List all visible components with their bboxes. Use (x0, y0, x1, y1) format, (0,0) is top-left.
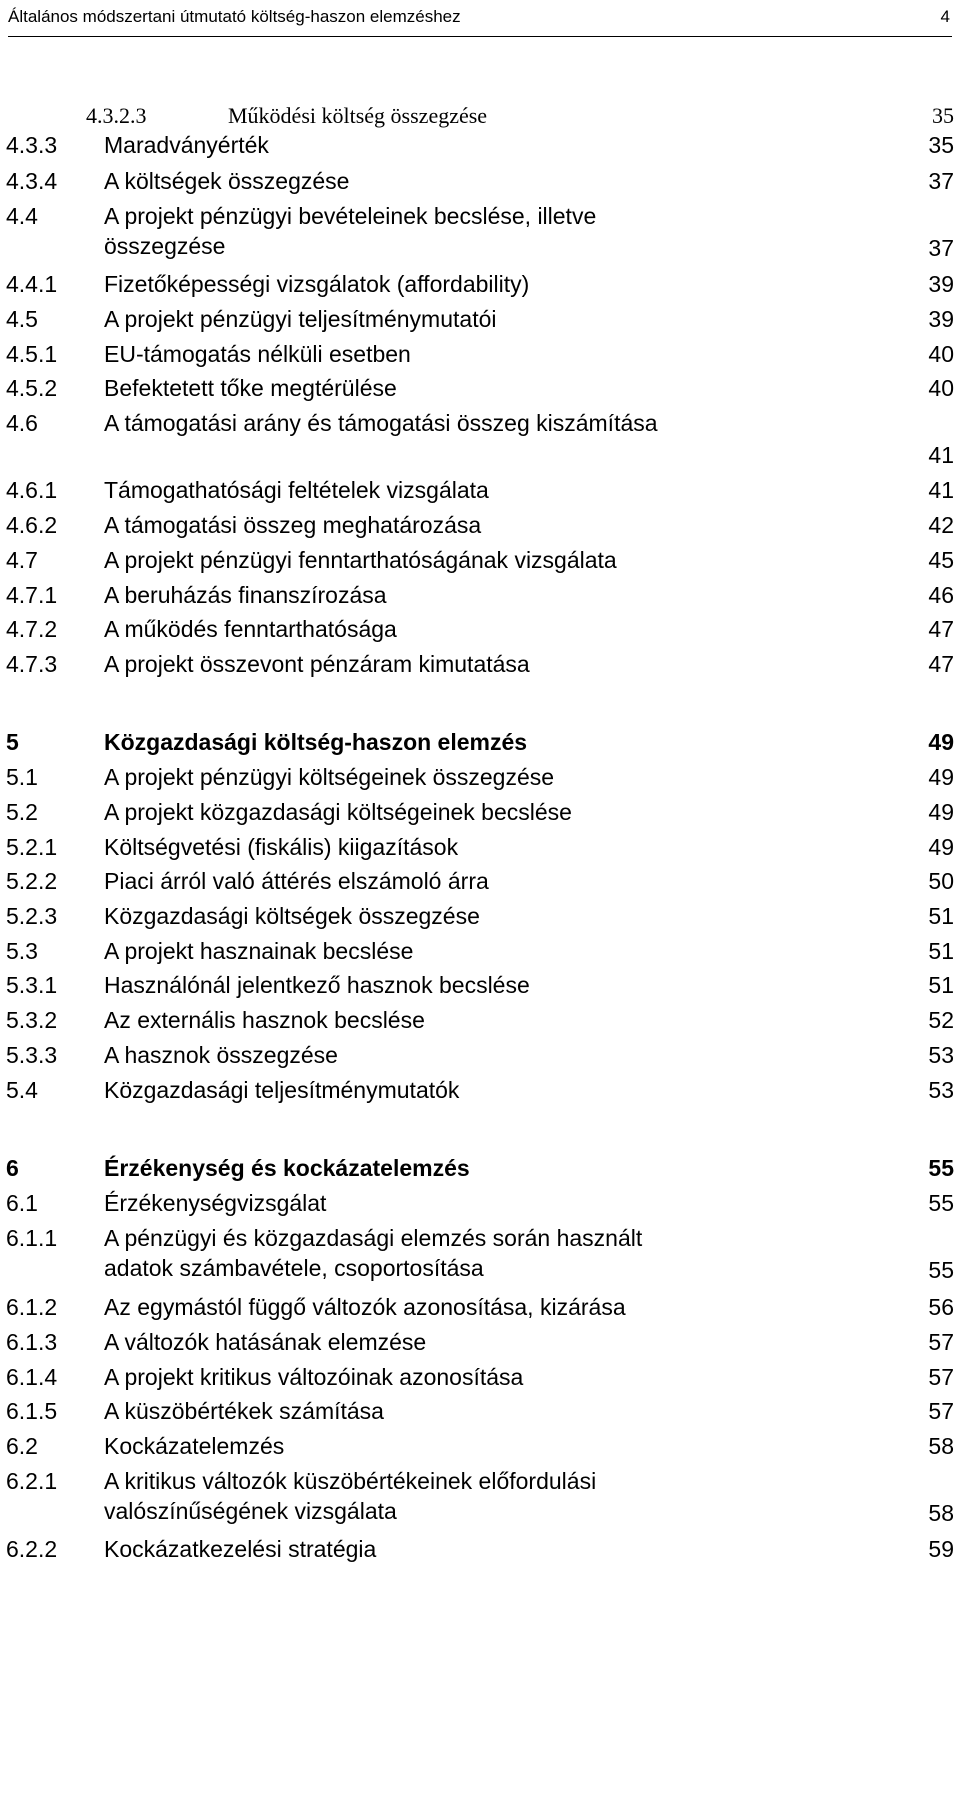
toc-entry-title: Költségvetési (fiskális) kiigazítások (104, 834, 459, 860)
toc-entry[interactable] (6, 762, 954, 792)
toc-entry-page: 49 (928, 799, 954, 825)
toc-entry[interactable] (6, 936, 954, 966)
toc-entry-title: Közgazdasági költségek összegzése (104, 903, 480, 929)
toc-entry-page: 57 (928, 1364, 954, 1390)
toc-entry-number: 6.1.5 (6, 1398, 58, 1424)
toc-entry-number: 4.6.2 (6, 512, 58, 538)
toc-entry[interactable] (6, 166, 954, 196)
toc-entry-number: 6.1.2 (6, 1294, 58, 1320)
toc-entry-number: 5.3.1 (6, 972, 58, 998)
toc-entry-page: 56 (928, 1294, 954, 1320)
toc-entry-page: 39 (928, 271, 954, 297)
toc-entry[interactable] (6, 545, 954, 575)
header-rule (8, 36, 952, 37)
toc-entry-page: 40 (928, 341, 954, 367)
toc-entry-number: 5 (6, 729, 19, 755)
toc-entry-page: 59 (928, 1536, 954, 1562)
toc-entry-number: 5.2 (6, 799, 38, 825)
toc-entry-page: 57 (928, 1329, 954, 1355)
toc-entry[interactable] (6, 832, 954, 862)
toc-entry[interactable] (6, 101, 954, 131)
toc-entry-title: Befektetett tőke megtérülése (104, 375, 397, 401)
toc-entry-number: 6.1 (6, 1190, 38, 1216)
toc-entry[interactable] (6, 866, 954, 896)
toc-entry-title: A projekt kritikus változóinak azonosítása (104, 1364, 524, 1390)
toc-entry-page: 51 (928, 972, 954, 998)
toc-entry[interactable] (6, 1327, 954, 1357)
toc-entry[interactable] (6, 1188, 954, 1218)
toc-entry-page: 40 (928, 375, 954, 401)
toc-entry[interactable] (6, 339, 954, 369)
toc-entry-number: 6.1.1 (6, 1225, 58, 1251)
page-header (8, 4, 952, 30)
toc-entry-title: Érzékenység és kockázatelemzés (104, 1155, 470, 1181)
toc-entry-page: 37 (928, 235, 954, 261)
toc-entry-title: A pénzügyi és közgazdasági elemzés során használt adatok számbavétele, csoportosítása (104, 1225, 643, 1281)
toc-entry-title: A változók hatásának elemzése (104, 1329, 427, 1355)
toc-entry-number: 6.2.1 (6, 1468, 58, 1494)
toc-entry-page: 55 (928, 1190, 954, 1216)
toc-entry-page: 58 (928, 1433, 954, 1459)
toc-entry-number: 4.7.1 (6, 582, 58, 608)
toc-entry[interactable] (6, 1075, 954, 1105)
toc-chapter-entry[interactable] (6, 1153, 954, 1183)
document-title: Általános módszertani útmutató költség-haszon elemzéshez (8, 7, 461, 26)
toc-entry-title: A projekt pénzügyi költségeinek összegzése (104, 764, 555, 790)
toc-entry-number: 5.3.3 (6, 1042, 58, 1068)
toc-entry[interactable] (6, 1292, 954, 1322)
toc-entry-number: 5.3 (6, 938, 38, 964)
toc-entry[interactable] (6, 510, 954, 540)
toc-entry[interactable] (6, 580, 954, 610)
toc-entry-title: Kockázatelemzés (104, 1433, 285, 1459)
toc-entry-number: 5.3.2 (6, 1007, 58, 1033)
toc-entry-title: A működés fenntarthatósága (104, 616, 397, 642)
toc-entry-number: 4.7.2 (6, 616, 58, 642)
toc-entry[interactable] (6, 1466, 954, 1528)
toc-entry-page: 49 (928, 729, 954, 755)
toc-entry-title: Az externális hasznok becslése (104, 1007, 425, 1033)
toc-entry-title: Fizetőképességi vizsgálatok (affordability) (104, 271, 530, 297)
toc-entry-number: 5.2.2 (6, 868, 58, 894)
toc-entry[interactable] (6, 130, 954, 160)
toc-entry-page: 47 (928, 651, 954, 677)
toc-entry-title: Támogathatósági feltételek vizsgálata (104, 477, 489, 503)
toc-entry-number: 6.1.4 (6, 1364, 58, 1390)
toc-entry-title: A hasznok összegzése (104, 1042, 338, 1068)
toc-entry-page: 49 (928, 834, 954, 860)
toc-entry-page: 42 (928, 512, 954, 538)
toc-entry-number: 6 (6, 1155, 19, 1181)
toc-entry-number: 5.2.3 (6, 903, 58, 929)
toc-entry-page: 35 (932, 103, 954, 128)
toc-entry-number: 6.1.3 (6, 1329, 58, 1355)
toc-entry-title: A projekt pénzügyi teljesítménymutatói (104, 306, 497, 332)
toc-entry-title: Közgazdasági költség-haszon elemzés (104, 729, 528, 755)
toc-entry-number: 4.3.3 (6, 132, 58, 158)
toc-entry[interactable] (6, 901, 954, 931)
toc-entry-title: Piaci árról való áttérés elszámoló árra (104, 868, 489, 894)
toc-entry-title: A támogatási összeg meghatározása (104, 512, 482, 538)
toc-entry[interactable] (6, 1005, 954, 1035)
toc-entry-page: 53 (928, 1077, 954, 1103)
toc-entry[interactable] (6, 1040, 954, 1070)
toc-entry-title: Közgazdasági teljesítménymutatók (104, 1077, 460, 1103)
toc-entry-page: 49 (928, 764, 954, 790)
toc-entry[interactable] (6, 970, 954, 1000)
toc-entry-title: EU-támogatás nélküli esetben (104, 341, 411, 367)
toc-entry-page: 41 (928, 477, 954, 503)
toc-entry-number: 5.2.1 (6, 834, 58, 860)
toc-entry-title: A költségek összegzése (104, 168, 350, 194)
toc-entry-page: 46 (928, 582, 954, 608)
toc-entry-title: Az egymástól függő változók azonosítása, kizárása (104, 1294, 626, 1320)
toc-entry[interactable] (6, 1396, 954, 1426)
toc-entry-page: 55 (928, 1257, 954, 1283)
toc-entry-page: 58 (928, 1500, 954, 1526)
toc-entry-page: 51 (928, 938, 954, 964)
toc-entry[interactable] (6, 1362, 954, 1392)
toc-entry[interactable] (6, 1534, 954, 1564)
toc-entry-number: 6.2.2 (6, 1536, 58, 1562)
toc-entry-page: 57 (928, 1398, 954, 1424)
toc-entry-title: A projekt közgazdasági költségeinek becslése (104, 799, 572, 825)
toc-entry-number: 4.5.1 (6, 341, 58, 367)
page-number: 4 (940, 7, 950, 26)
toc-entry-page: 52 (928, 1007, 954, 1033)
toc-entry[interactable] (6, 614, 954, 644)
toc-entry-page: 53 (928, 1042, 954, 1068)
toc-entry[interactable] (6, 649, 954, 679)
toc-entry-page: 45 (928, 547, 954, 573)
toc-entry-title: A beruházás finanszírozása (104, 582, 387, 608)
toc-entry-title: A projekt pénzügyi bevételeinek becslése, illetve összegzése (104, 203, 597, 259)
toc-entry-page: 35 (928, 132, 954, 158)
toc-entry-number: 4.6.1 (6, 477, 58, 503)
toc-entry-title: A projekt hasznainak becslése (104, 938, 414, 964)
toc-entry-page: 51 (928, 903, 954, 929)
toc-entry-number: 4.5 (6, 306, 38, 332)
toc-entry-page: 39 (928, 306, 954, 332)
toc-entry-title: Használónál jelentkező hasznok becslése (104, 972, 530, 998)
toc-entry-title: Működési költség összegzése (228, 103, 488, 128)
toc-chapter-entry[interactable] (6, 727, 954, 757)
toc-entry-title: A projekt pénzügyi fenntarthatóságának vizsgálata (104, 547, 617, 573)
toc-entry-page: 37 (928, 168, 954, 194)
toc-entry[interactable] (6, 373, 954, 403)
toc-entry[interactable] (6, 1223, 954, 1285)
toc-entry-title: Érzékenységvizsgálat (104, 1190, 327, 1216)
toc-entry-number: 6.2 (6, 1433, 38, 1459)
toc-entry-page: 47 (928, 616, 954, 642)
toc-entry[interactable] (6, 797, 954, 827)
toc-entry-number: 4.7.3 (6, 651, 58, 677)
toc-entry[interactable] (6, 1431, 954, 1461)
toc-entry-page: 55 (928, 1155, 954, 1181)
toc-entry-title: A projekt összevont pénzáram kimutatása (104, 651, 530, 677)
toc-entry-number: 4.4.1 (6, 271, 58, 297)
toc-entry-title: Kockázatkezelési stratégia (104, 1536, 377, 1562)
toc-entry-number: 4.6 (6, 410, 38, 436)
toc-entry[interactable] (6, 304, 954, 334)
toc-entry[interactable] (6, 408, 954, 470)
toc-entry-page: 50 (928, 868, 954, 894)
toc-entry-number: 4.7 (6, 547, 38, 573)
toc-entry-title: A küszöbértékek számítása (104, 1398, 384, 1424)
toc-entry-number: 5.1 (6, 764, 38, 790)
toc-entry[interactable] (6, 201, 954, 263)
toc-entry-title: A támogatási arány és támogatási összeg kiszámítása (104, 410, 658, 436)
toc-entry-title: Maradványérték (104, 132, 269, 158)
toc-entry[interactable] (6, 269, 954, 299)
toc-entry-number: 4.3.4 (6, 168, 58, 194)
toc-entry-title: A kritikus változók küszöbértékeinek előfordulási valószínűségének vizsgálata (104, 1468, 597, 1524)
toc-entry[interactable] (6, 475, 954, 505)
toc-entry-number: 5.4 (6, 1077, 38, 1103)
toc-entry-number: 4.4 (6, 203, 38, 229)
toc-entry-number: 4.5.2 (6, 375, 58, 401)
toc-entry-number: 4.3.2.3 (86, 103, 147, 128)
toc-entry-page: 41 (928, 442, 954, 468)
